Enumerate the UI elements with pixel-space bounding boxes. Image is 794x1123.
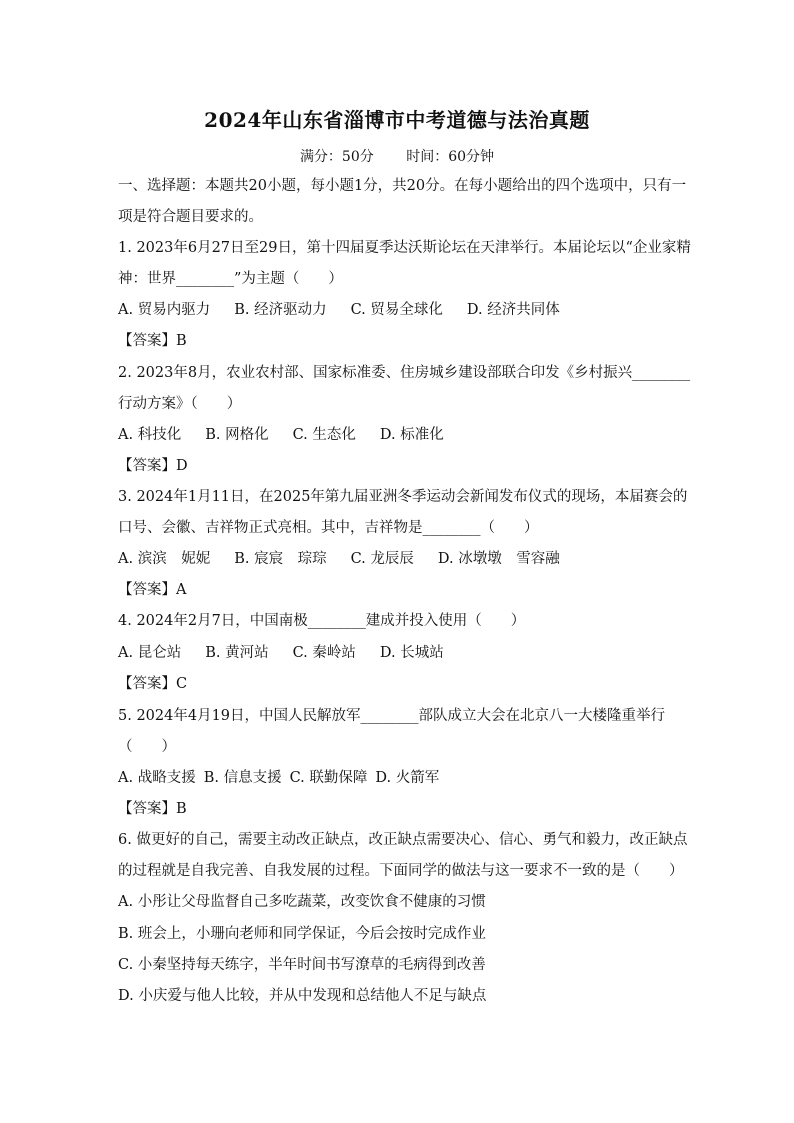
question-2-options — [118, 425, 678, 445]
option-d: D. 火箭军 — [375, 770, 440, 786]
question-6-choice-c: C. 小秦坚持每天练字，半年时间书写潦草的毛病得到改善 — [118, 957, 486, 973]
option-b: B. 黄河站 — [205, 645, 269, 661]
question-3-answer: 【答案】A — [118, 582, 187, 598]
question-6-choice-a: A. 小彤让父母监督自己多吃蔬菜，改变饮食不健康的习惯 — [118, 894, 486, 910]
section-instruction-line-2: 项是符合题目要求的。 — [118, 209, 263, 225]
question-5-line-1: 5. 2024年4月19日，中国人民解放军________部队成立大会在北京八一大楼隆重举行 — [118, 708, 666, 724]
question-3-options — [118, 549, 678, 569]
option-c: C. 龙辰辰 — [350, 551, 414, 567]
option-a: A. 科技化 — [118, 427, 182, 443]
question-1-line-2: 神：世界________”为主题（ ） — [118, 271, 343, 287]
question-6-line-2: 的过程就是自我完善、自我发展的过程。下面同学的做法与这一要求不一致的是（ ） — [118, 863, 684, 879]
question-1-line-1: 1. 2023年6月27日至29日，第十四届夏季达沃斯论坛在天津举行。本届论坛以“企业家精 — [118, 240, 691, 256]
option-c: C. 生态化 — [292, 427, 356, 443]
option-d: D. 冰墩墩 雪容融 — [437, 551, 560, 567]
option-b: B. 经济驱动力 — [234, 302, 327, 318]
question-5-answer: 【答案】B — [118, 801, 187, 817]
question-4-options — [118, 643, 678, 663]
option-a: A. 滨滨 妮妮 — [118, 551, 211, 567]
question-4-line-1: 4. 2024年2月7日，中国南极________建成并投入使用（ ） — [118, 613, 526, 629]
question-1-options — [118, 300, 678, 320]
option-b: B. 宸宸 琮琮 — [234, 551, 327, 567]
option-c: C. 联勤保障 — [289, 770, 368, 786]
option-d: D. 经济共同体 — [466, 302, 560, 318]
question-2-answer: 【答案】D — [118, 458, 188, 474]
question-2-line-2: 行动方案》（ ） — [118, 396, 242, 412]
full-score: 满分：50分 — [299, 149, 374, 165]
question-2-line-1: 2. 2023年8月，农业农村部、国家标准委、住房城乡建设部联合印发《乡村振兴________ — [118, 365, 691, 381]
question-5-options — [118, 768, 678, 788]
question-1-answer: 【答案】B — [118, 333, 187, 349]
option-b: B. 网格化 — [205, 427, 269, 443]
option-c: C. 贸易全球化 — [350, 302, 443, 318]
option-a: A. 战略支援 — [118, 770, 196, 786]
option-d: D. 长城站 — [379, 645, 444, 661]
exam-info — [0, 146, 794, 166]
question-3-line-1: 3. 2024年1月11日，在2025年第九届亚洲冬季运动会新闻发布仪式的现场，本届赛会的 — [118, 489, 688, 505]
page-title: 2024年山东省淄博市中考道德与法治真题 — [204, 108, 590, 132]
option-c: C. 秦岭站 — [292, 645, 356, 661]
question-6-line-1: 6. 做更好的自己，需要主动改正缺点，改正缺点需要决心、信心、勇气和毅力，改正缺点 — [118, 832, 688, 848]
option-a: A. 昆仑站 — [118, 645, 182, 661]
question-3-line-2: 口号、会徽、吉祥物正式亮相。其中，吉祥物是________（ ） — [118, 520, 539, 536]
question-6-choice-b: B. 班会上，小珊向老师和同学保证，今后会按时完成作业 — [118, 926, 486, 942]
option-b: B. 信息支援 — [203, 770, 282, 786]
question-6-choice-d: D. 小庆爱与他人比较，并从中发现和总结他人不足与缺点 — [118, 988, 487, 1004]
question-4-answer: 【答案】C — [118, 676, 188, 692]
option-d: D. 标准化 — [379, 427, 444, 443]
exam-time: 时间：60分钟 — [406, 149, 495, 165]
section-instruction-line-1: 一、选择题：本题共20小题，每小题1分，共20分。在每小题给出的四个选项中，只有一 — [118, 178, 687, 194]
question-5-line-2: （ ） — [118, 739, 176, 755]
option-a: A. 贸易内驱力 — [118, 302, 211, 318]
